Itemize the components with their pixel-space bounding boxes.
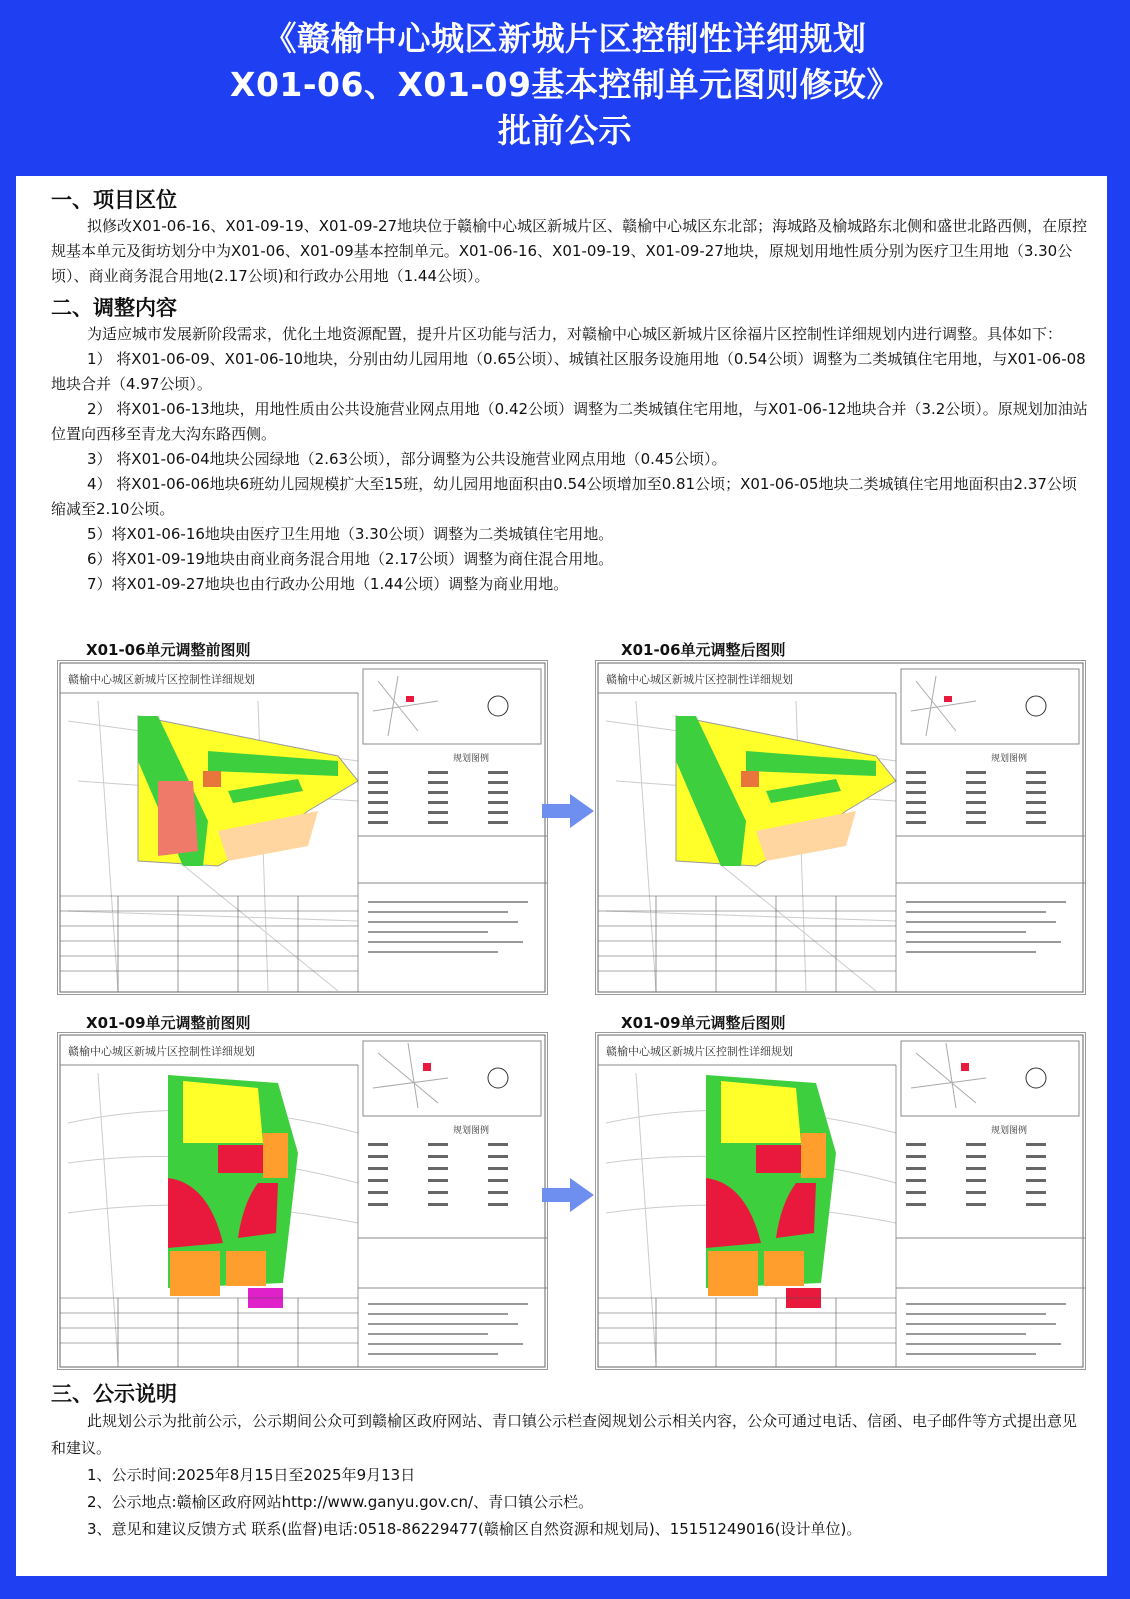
zoning-map-x0109-before <box>57 1032 548 1370</box>
title-banner <box>0 0 1130 175</box>
section-3-title: 三、公示说明 <box>51 1382 177 1406</box>
notice-feedback: 3、意见和建议反馈方式 联系(监督)电话:0518-86229477(赣榆区自然资源和规划局)、15151249016(设计单位)。 <box>87 1520 862 1538</box>
adjust-item-2: 2） 将X01-06-13地块，用地性质由公共设施营业网点用地（0.42公顷）调整为二类城镇住宅用地，与X01-06-12地块合并（3.2公顷）。原规划加油站位置向西移至青龙大沟东路西侧。 <box>51 400 1088 443</box>
figure-caption-x0106-before: X01-06单元调整前图则 <box>86 641 251 659</box>
notice-location: 2、公示地点:赣榆区政府网站http://www.ganyu.gov.cn/、青口镇公示栏。 <box>87 1493 594 1511</box>
section-3-body <box>51 1408 1089 1543</box>
figure-caption-x0109-before: X01-09单元调整前图则 <box>86 1014 251 1032</box>
section-2-title: 二、调整内容 <box>51 296 177 320</box>
section-2-intro: 为适应城市发展新阶段需求，优化土地资源配置，提升片区功能与活力，对赣榆中心城区新城片区徐福片区控制性详细规划内进行调整。具体如下： <box>87 325 1063 343</box>
figure-caption-x0106-after: X01-06单元调整后图则 <box>621 641 786 659</box>
zoning-map-x0106-after <box>595 660 1086 995</box>
map-title: 赣榆中心城区新城片区控制性详细规划 <box>606 673 793 686</box>
title-line-1: 《赣榆中心城区新城片区控制性详细规划 <box>263 19 867 58</box>
legend-title: 规划图例 <box>991 754 1028 764</box>
section-1-text: 拟修改X01-06-16、X01-09-19、X01-09-27地块位于赣榆中心城区新城片区、赣榆中心城区东北部；海城路及榆城路东北侧和盛世北路西侧，在原控规基本单元及街坊划分中为X01-06、X01-09基本控制单元。X01-06-16、X01-09-19、X01-09-27地块，原规划用地性质分别为医疗卫生用地（3.30公顷）、商业商务混合用地(2.17公顷)和行政办公用地（1.44公顷）。 <box>51 217 1088 285</box>
adjust-item-5: 5）将X01-06-16地块由医疗卫生用地（3.30公顷）调整为二类城镇住宅用地。 <box>87 525 614 543</box>
arrow-x0106-icon <box>540 792 598 834</box>
legend-title: 规划图例 <box>991 1126 1028 1136</box>
adjust-item-3: 3） 将X01-06-04地块公园绿地（2.63公顷），部分调整为公共设施营业网点用地（0.45公顷）。 <box>87 450 727 468</box>
adjust-item-7: 7）将X01-09-27地块也由行政办公用地（1.44公顷）调整为商业用地。 <box>87 575 569 593</box>
title-line-2: X01-06、X01-09基本控制单元图则修改》 <box>230 65 900 104</box>
section-3-text: 此规划公示为批前公示，公示期间公众可到赣榆区政府网站、青口镇公示栏查阅规划公示相关内容，公众可通过电话、信函、电子邮件等方式提出意见和建议。 <box>51 1412 1078 1457</box>
notice-time: 1、公示时间:2025年8月15日至2025年9月13日 <box>87 1466 416 1484</box>
section-2-body <box>51 322 1089 597</box>
zoning-map-x0109-after <box>595 1032 1086 1370</box>
adjust-item-4: 4） 将X01-06-06地块6班幼儿园规模扩大至15班，幼儿园用地面积由0.54公顷增加至0.81公顷；X01-06-05地块二类城镇住宅用地面积由2.37公顷缩减至2.10公顷。 <box>51 475 1077 518</box>
adjust-item-1: 1） 将X01-06-09、X01-06-10地块，分别由幼儿园用地（0.65公顷）、城镇社区服务设施用地（0.54公顷）调整为二类城镇住宅用地，与X01-06-08地块合并（4.97公顷）。 <box>51 350 1086 393</box>
section-1-body <box>51 214 1089 289</box>
arrow-x0109-icon <box>540 1176 598 1218</box>
figure-caption-x0109-after: X01-09单元调整后图则 <box>621 1014 786 1032</box>
map-title: 赣榆中心城区新城片区控制性详细规划 <box>68 673 255 686</box>
section-1-title: 一、项目区位 <box>51 188 177 212</box>
legend-title: 规划图例 <box>453 754 490 764</box>
map-title: 赣榆中心城区新城片区控制性详细规划 <box>606 1045 793 1058</box>
title-line-3: 批前公示 <box>498 111 632 150</box>
adjust-item-6: 6）将X01-09-19地块由商业商务混合用地（2.17公顷）调整为商住混合用地。 <box>87 550 614 568</box>
zoning-map-x0106-before <box>57 660 548 995</box>
content-panel <box>16 176 1107 1576</box>
map-title: 赣榆中心城区新城片区控制性详细规划 <box>68 1045 255 1058</box>
legend-title: 规划图例 <box>453 1126 490 1136</box>
